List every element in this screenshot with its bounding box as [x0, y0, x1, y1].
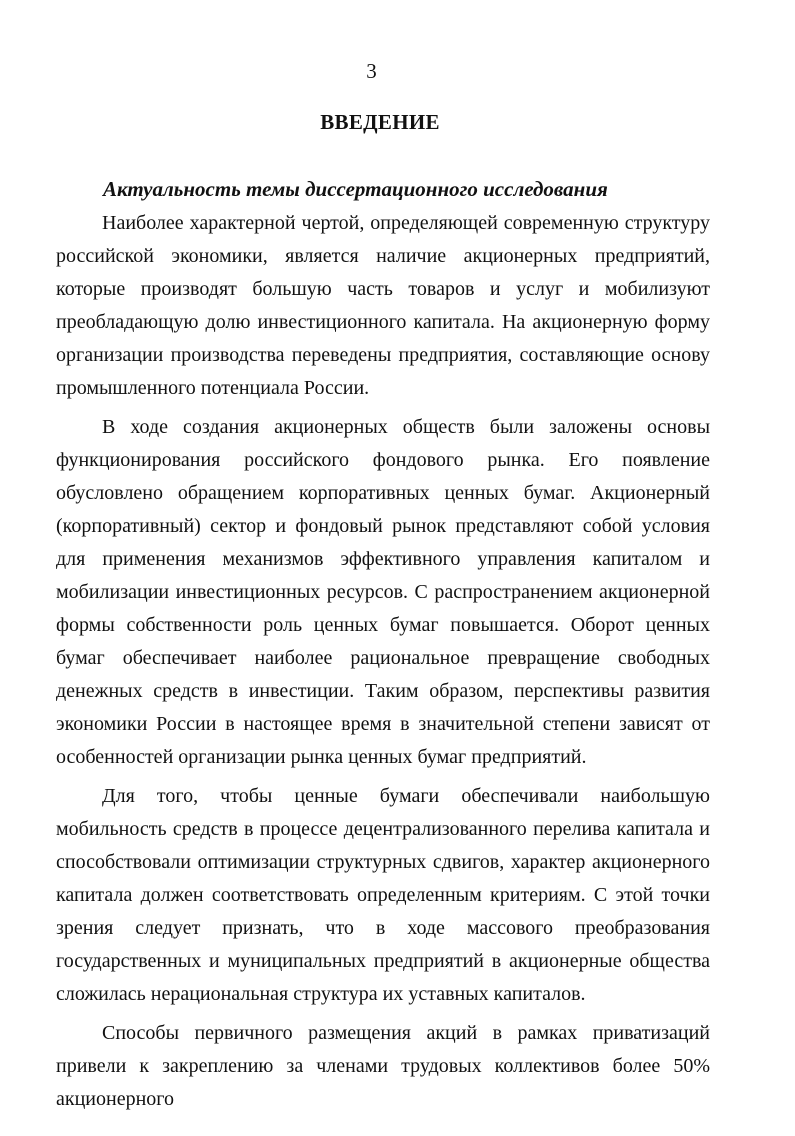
paragraph: В ходе создания акционерных обществ были заложены основы функционирования российского фондового рынка. Его появление обусловлено обращением корпоративных ценных бумаг. Акционерный (корпоративный) сектор и фондовый рынок представляют собой условия для применения механизмов эффективного управления капиталом и мобилизации инвестиционных ресурсов. С распространением акционерной формы собственности роль ценных бумаг повышается. Оборот ценных бумаг обеспечивает наиболее рациональное превращение свободных денежных средств в инвестиции. Таким образом, перспективы развития экономики России в настоящее время в значительной степени зависят от особенностей организации рынка ценных бумаг предприятий.: [56, 416, 710, 768]
paragraph: Наиболее характерной чертой, определяющей современную структуру российской экономики, является наличие акционерных предприятий, которые производят большую часть товаров и услуг и мобилизуют преобладающую долю инвестиционного капитала. На акционерную форму организации производства переведены предприятия, составляющие основу промышленного потенциала России.: [56, 212, 710, 399]
paragraph: Способы первичного размещения акций в рамках приватизаций привели к закреплению за членами трудовых коллективов более 50% акционерного: [56, 1022, 710, 1110]
paragraph: Для того, чтобы ценные бумаги обеспечивали наибольшую мобильность средств в процессе децентрализованного перелива капитала и способствовали оптимизации структурных сдвигов, характер акционерного капитала должен соответствовать определенным критериям. С этой точки зрения следует признать, что в ходе массового преобразования государственных и муниципальных предприятий в акционерные общества сложилась нерациональная структура их уставных капиталов.: [56, 785, 710, 1005]
subsection-heading: Актуальность темы диссертационного исследования: [103, 177, 608, 201]
body-text: [56, 207, 710, 1116]
section-heading: ВВЕДЕНИЕ: [320, 110, 440, 134]
page-number: 3: [366, 59, 377, 83]
